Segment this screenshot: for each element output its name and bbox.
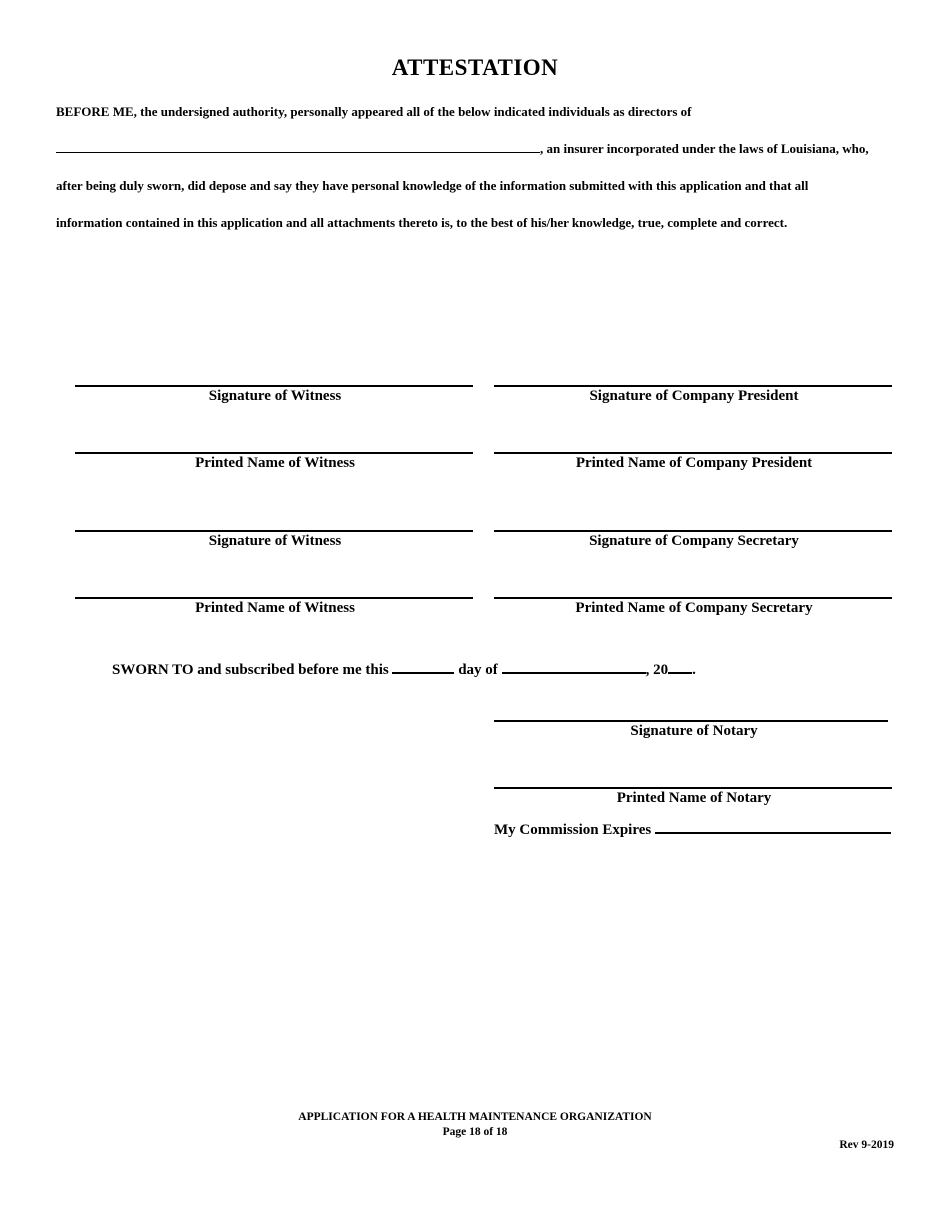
president-printed-name-label: Printed Name of Company President (575, 455, 813, 471)
witness-1-printed-name-line[interactable] (75, 452, 473, 454)
company-name-field[interactable] (56, 142, 540, 153)
secretary-printed-name-line[interactable] (494, 597, 892, 599)
month-field[interactable] (502, 660, 646, 674)
witness-2-printed-name-label: Printed Name of Witness (195, 600, 355, 616)
president-signature-label: Signature of Company President (589, 388, 799, 404)
witness-1-signature-line[interactable] (75, 385, 473, 387)
commission-expires (494, 820, 891, 839)
witness-1-signature-label: Signature of Witness (208, 388, 342, 404)
sworn-statement (112, 660, 696, 679)
day-field[interactable] (392, 660, 454, 674)
footer-title: APPLICATION FOR A HEALTH MAINTENANCE ORGANIZATION (298, 1111, 652, 1123)
witness-2-signature-label: Signature of Witness (208, 533, 342, 549)
witness-2-signature-line[interactable] (75, 530, 473, 532)
sworn-text-1: SWORN TO and subscribed before me this (112, 662, 389, 678)
attestation-line-4: information contained in this application and all attachments thereto is, to the best of his/her knowledge, true, complete and correct. (56, 215, 788, 230)
president-printed-name-line[interactable] (494, 452, 892, 454)
witness-1-printed-name-label: Printed Name of Witness (195, 455, 355, 471)
page-title: ATTESTATION (391, 55, 559, 80)
attestation-line-3: after being duly sworn, did depose and say they have personal knowledge of the information submitted with this application and that all (56, 178, 809, 193)
notary-printed-name-line[interactable] (494, 787, 892, 789)
notary-signature-line[interactable] (494, 720, 888, 722)
revision-label: Rev 9-2019 (839, 1139, 894, 1151)
notary-signature-label: Signature of Notary (630, 723, 758, 739)
attestation-line-2-text: , an insurer incorporated under the laws of Louisiana, who, (540, 141, 869, 156)
president-signature-line[interactable] (494, 385, 892, 387)
secretary-signature-label: Signature of Company Secretary (589, 533, 799, 549)
notary-printed-name-label: Printed Name of Notary (616, 790, 772, 806)
footer-page-number: Page 18 of 18 (442, 1126, 508, 1138)
secretary-printed-name-label: Printed Name of Company Secretary (575, 600, 813, 616)
commission-expires-field[interactable] (655, 820, 891, 834)
sworn-text-3: , 20 (645, 662, 669, 678)
sworn-text-2: day of (458, 662, 498, 678)
attestation-line-2 (56, 141, 869, 157)
attestation-line-1: BEFORE ME, the undersigned authority, personally appeared all of the below indicated individuals as directors of (56, 104, 692, 119)
secretary-signature-line[interactable] (494, 530, 892, 532)
year-field[interactable] (668, 660, 692, 674)
witness-2-printed-name-line[interactable] (75, 597, 473, 599)
sworn-text-4: . (692, 662, 696, 678)
commission-expires-label: My Commission Expires (494, 822, 652, 838)
